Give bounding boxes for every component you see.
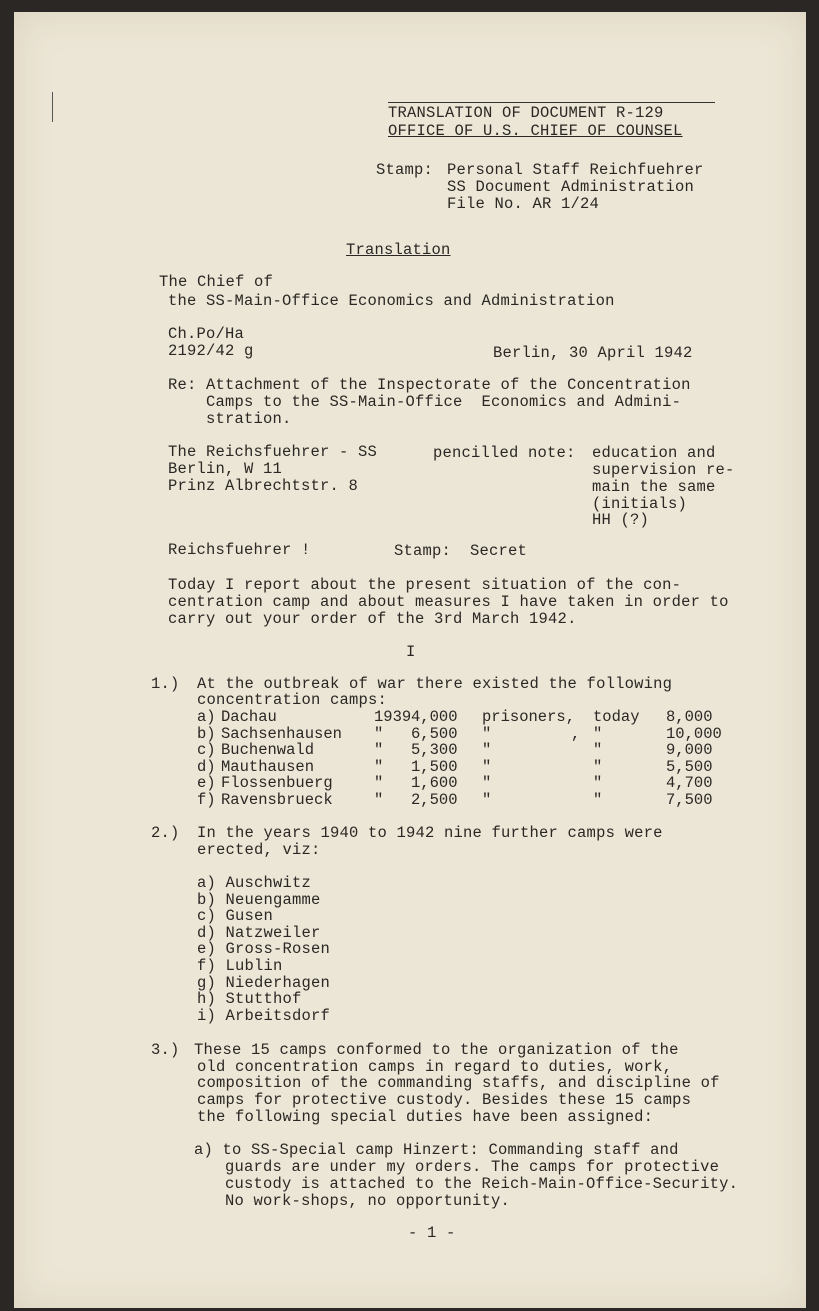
list-item: c) Gusen [197, 907, 274, 926]
camp-table-cell-today-label: " [593, 741, 603, 760]
stamp-line-2: SS Document Administration [447, 178, 695, 196]
camp-table-cell-name: Dachau [221, 708, 277, 726]
camp-table-cell-name: Buchenwald [221, 741, 315, 760]
pencilled-note-line-3: main the same [592, 478, 716, 496]
intro-line-3: carry out your order of the 3rd March 1942. [168, 610, 577, 628]
item-1-line-1: At the outbreak of war there existed the following [197, 675, 673, 693]
camp-table-cell-today: 10,000 [666, 724, 722, 743]
intro-line-1: Today I report about the present situation of the con- [168, 576, 682, 594]
camp-table-cell-today-label: " [593, 774, 603, 793]
addressee-line-2: Berlin, W 11 [168, 460, 283, 478]
sender-line-1: The Chief of [159, 273, 274, 291]
camp-table-cell-letter: c) [197, 741, 216, 760]
header-line-2: OFFICE OF U.S. CHIEF OF COUNSEL [388, 122, 683, 140]
camp-table-cell-today-label: " [593, 724, 603, 743]
subject-line-2: Camps to the SS-Main-Office Economics and Admini- [206, 393, 682, 411]
camp-table-cell-today-label: " [593, 757, 603, 776]
camp-table-cell-count: 1,500 [411, 757, 458, 776]
item-3-line-5: the following special duties have been assigned: [197, 1108, 654, 1126]
item-1-number: 1.) [151, 675, 180, 693]
item-3-line-1: These 15 camps conformed to the organization of the [194, 1041, 679, 1059]
stamp-line-1: Personal Staff Reichfuehrer [447, 161, 704, 179]
camp-table-cell-unit: " [482, 741, 492, 760]
camp-table-cell-unit: " [482, 724, 492, 743]
item-3a-line-1: a) to SS-Special camp Hinzert: Commanding staff and [194, 1141, 679, 1159]
item-3-line-4: camps for protective custody. Besides these 15 camps [197, 1091, 692, 1109]
camp-table-cell-year: " [374, 774, 384, 793]
camp-table-cell-today: 4,700 [666, 774, 713, 793]
list-item: g) Niederhagen [197, 973, 331, 992]
header-line-1: TRANSLATION OF DOCUMENT R-129 [388, 104, 664, 122]
stamp-line-3: File No. AR 1/24 [447, 195, 600, 213]
list-item: i) Arbeitsdorf [197, 1006, 331, 1025]
item-3-line-2: old concentration camps in regard to duties, work, [197, 1058, 673, 1076]
camp-table-cell-letter: e) [197, 774, 216, 793]
camp-table-cell-name: Sachsenhausen [221, 724, 342, 743]
item-3a-line-2: guards are under my orders. The camps for protective [225, 1158, 720, 1176]
camp-table-cell-name: Flossenbuerg [221, 774, 333, 793]
item-3a-line-3: custody is attached to the Reich-Main-Office-Security. [225, 1175, 739, 1193]
addressee-line-1: The Reichsfuehrer - SS [168, 443, 378, 461]
section-numeral: I [406, 643, 416, 661]
addressee-line-3: Prinz Albrechtstr. 8 [168, 477, 359, 495]
camp-table-cell-year: " [374, 741, 384, 760]
pencilled-note-line-4: (initials) [592, 495, 688, 513]
item-2-line-1: In the years 1940 to 1942 nine further camps were [197, 824, 663, 842]
pencilled-note-line-1: education and [592, 444, 716, 462]
pencilled-note-label: pencilled note: [433, 444, 576, 462]
camp-table-cell-unit: " [482, 757, 492, 776]
camp-table-cell-today: 9,000 [666, 741, 713, 760]
list-item: f) Lublin [197, 957, 283, 975]
reference-line-1: Ch.Po/Ha [168, 325, 245, 343]
item-2-line-2: erected, viz: [197, 841, 321, 859]
list-item: h) Stutthof [197, 990, 302, 1009]
page-number: - 1 - [408, 1224, 456, 1242]
camp-table-cell-unit: prisoners, [482, 708, 576, 726]
camp-table-cell-count: 4,000 [411, 708, 458, 726]
camp-table-cell-letter: a) [197, 708, 216, 726]
camp-table-cell-unit: " [482, 774, 492, 793]
item-1-line-2: concentration camps: [197, 691, 388, 709]
camp-table-cell-count: 1,600 [411, 774, 458, 793]
camp-table-cell-today: 5,500 [666, 757, 713, 776]
list-item: e) Gross-Rosen [197, 940, 331, 959]
camp-table-cell-letter: d) [197, 757, 216, 776]
camp-table-cell-name: Ravensbrueck [221, 791, 333, 809]
margin-mark [52, 92, 53, 122]
camp-table-cell-count: 2,500 [411, 791, 458, 809]
camp-table-cell-letter: f) [197, 791, 216, 809]
pencilled-note-line-5: HH (?) [592, 511, 650, 529]
header-top-rule [388, 102, 715, 103]
camp-table-cell-sep: , [571, 724, 581, 743]
salutation: Reichsfuehrer ! [168, 541, 311, 559]
item-3a-line-4: No work-shops, no opportunity. [225, 1192, 511, 1210]
camp-table-cell-year: " [374, 757, 384, 776]
item-3-number: 3.) [151, 1041, 180, 1059]
camp-table-cell-year: 1939 [374, 708, 412, 726]
document-page [14, 12, 806, 1308]
stamp-label: Stamp: [376, 161, 434, 179]
camp-table-cell-count: 6,500 [411, 724, 458, 743]
list-item: d) Natzweiler [197, 923, 321, 942]
camp-table-cell-today: 8,000 [666, 708, 713, 726]
item-2-number: 2.) [151, 824, 180, 842]
camp-table-cell-year: " [374, 724, 384, 743]
list-item: a) Auschwitz [197, 874, 312, 892]
camp-table-cell-unit: " [482, 791, 492, 809]
camp-table-cell-letter: b) [197, 724, 216, 743]
subject-line-1: Re: Attachment of the Inspectorate of the Concentration [168, 376, 691, 394]
pencilled-note-line-2: supervision re- [592, 461, 735, 479]
secret-stamp: Stamp: Secret [394, 542, 528, 560]
camp-table-cell-today: 7,500 [666, 791, 713, 809]
intro-line-2: centration camp and about measures I have taken in order to [168, 593, 729, 611]
sender-line-2: the SS-Main-Office Economics and Administration [168, 292, 615, 310]
item-3-line-3: composition of the commanding staffs, and discipline of [197, 1074, 720, 1092]
camp-table-cell-year: " [374, 791, 384, 809]
subject-line-3: stration. [206, 410, 292, 428]
letter-date: Berlin, 30 April 1942 [493, 344, 693, 362]
camp-table-cell-today-label: today [593, 708, 640, 726]
camp-table-cell-name: Mauthausen [221, 757, 315, 776]
camp-table-cell-count: 5,300 [411, 741, 458, 760]
list-item: b) Neuengamme [197, 890, 321, 909]
reference-line-2: 2192/42 g [168, 342, 254, 360]
camp-table-cell-today-label: " [593, 791, 603, 809]
page-title: Translation [346, 241, 451, 259]
